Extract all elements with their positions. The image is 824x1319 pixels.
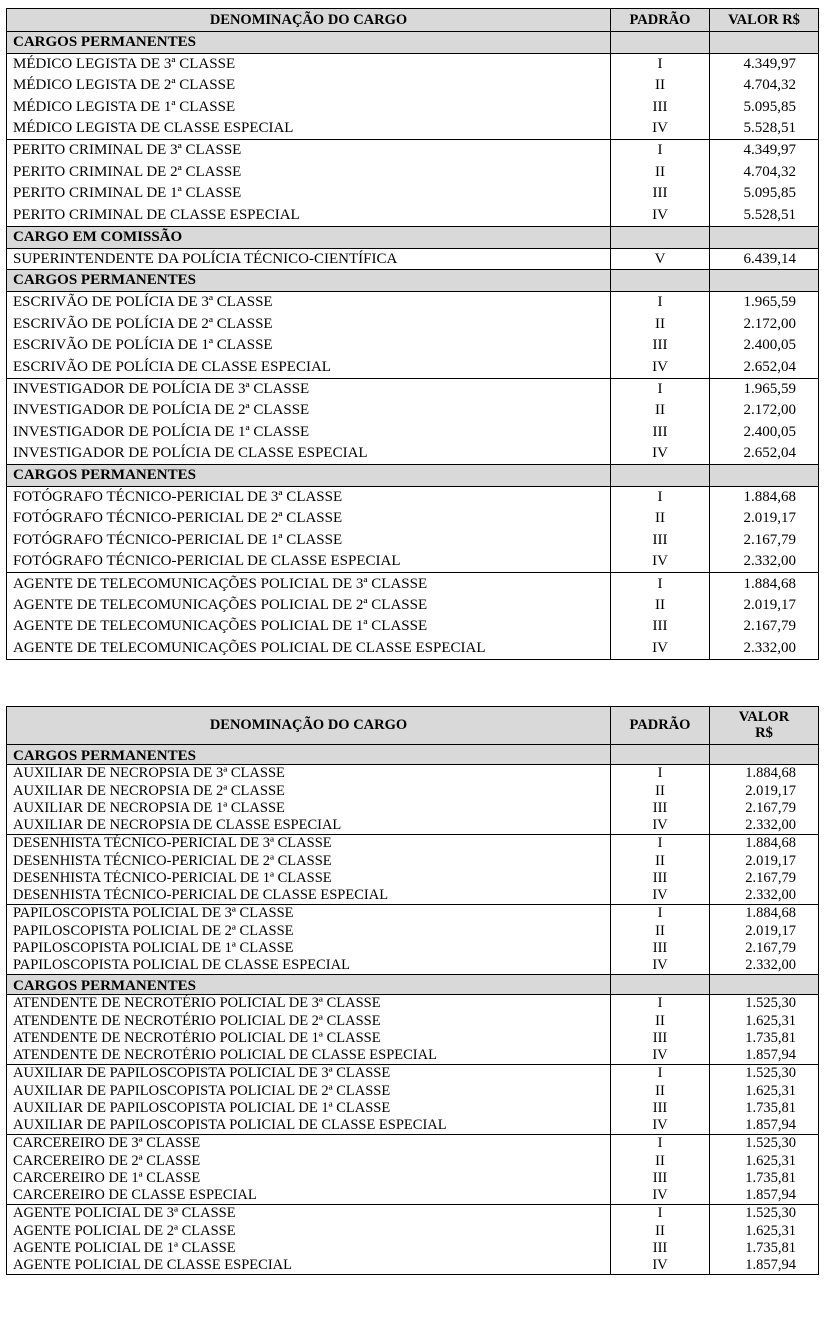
- cargo-cell: FOTÓGRAFO TÉCNICO-PERICIAL DE CLASSE ESPECIAL: [7, 551, 611, 573]
- salary-table-1: [6, 8, 819, 660]
- padrao-cell: IV: [611, 887, 710, 905]
- table-row: [7, 1205, 819, 1223]
- table-row: [7, 1047, 819, 1065]
- valor-cell: 2.332,00: [710, 638, 819, 660]
- padrao-cell: I: [611, 765, 710, 783]
- padrao-cell: IV: [611, 205, 710, 227]
- table-row: [7, 183, 819, 205]
- padrao-cell: IV: [611, 1187, 710, 1205]
- table-body: [7, 32, 819, 660]
- cargo-cell: DESENHISTA TÉCNICO-PERICIAL DE CLASSE ESPECIAL: [7, 887, 611, 905]
- cargo-cell: AGENTE DE TELECOMUNICAÇÕES POLICIAL DE 3ª CLASSE: [7, 573, 611, 595]
- valor-cell: 1.625,31: [710, 1082, 819, 1100]
- cargo-cell: SUPERINTENDENTE DA POLÍCIA TÉCNICO-CIENTÍFICA: [7, 248, 611, 270]
- padrao-cell: I: [611, 487, 710, 509]
- padrao-cell: IV: [611, 638, 710, 660]
- valor-cell: 1.625,31: [710, 1152, 819, 1170]
- cargo-cell: MÉDICO LEGISTA DE 1ª CLASSE: [7, 97, 611, 119]
- padrao-cell: III: [611, 940, 710, 958]
- padrao-cell: IV: [611, 957, 710, 975]
- group-label: CARGOS PERMANENTES: [7, 270, 611, 292]
- cargo-cell: AGENTE POLICIAL DE 3ª CLASSE: [7, 1205, 611, 1223]
- cargo-cell: CARCEREIRO DE 2ª CLASSE: [7, 1152, 611, 1170]
- cargo-cell: CARCEREIRO DE 3ª CLASSE: [7, 1135, 611, 1153]
- padrao-cell: V: [611, 248, 710, 270]
- padrao-cell: III: [611, 421, 710, 443]
- valor-cell: 4.349,97: [710, 140, 819, 162]
- group-row: [7, 745, 819, 765]
- table-row: [7, 335, 819, 357]
- valor-cell: 1.965,59: [710, 292, 819, 314]
- valor-cell: 2.167,79: [710, 870, 819, 888]
- valor-cell: 1.857,94: [710, 1047, 819, 1065]
- table-row: [7, 905, 819, 923]
- cargo-cell: AUXILIAR DE PAPILOSCOPISTA POLICIAL DE 1ª CLASSE: [7, 1100, 611, 1118]
- table-row: [7, 75, 819, 97]
- padrao-cell: III: [611, 1170, 710, 1188]
- table-row: [7, 1117, 819, 1135]
- cargo-cell: INVESTIGADOR DE POLÍCIA DE 1ª CLASSE: [7, 421, 611, 443]
- cargo-cell: ESCRIVÃO DE POLÍCIA DE 2ª CLASSE: [7, 313, 611, 335]
- group-label: CARGOS PERMANENTES: [7, 32, 611, 54]
- valor-cell: 1.965,59: [710, 378, 819, 400]
- cargo-cell: PERITO CRIMINAL DE 2ª CLASSE: [7, 161, 611, 183]
- padrao-cell: III: [611, 97, 710, 119]
- table-row: [7, 1012, 819, 1030]
- cargo-cell: PAPILOSCOPISTA POLICIAL DE CLASSE ESPECIAL: [7, 957, 611, 975]
- cargo-cell: AGENTE DE TELECOMUNICAÇÕES POLICIAL DE 1ª CLASSE: [7, 616, 611, 638]
- valor-cell: 2.400,05: [710, 421, 819, 443]
- valor-cell: 6.439,14: [710, 248, 819, 270]
- table-row: [7, 443, 819, 465]
- cargo-cell: AGENTE DE TELECOMUNICAÇÕES POLICIAL DE 2ª CLASSE: [7, 595, 611, 617]
- table-row: [7, 118, 819, 140]
- table-row: [7, 97, 819, 119]
- group-row: [7, 32, 819, 54]
- table-row: [7, 487, 819, 509]
- table-row: [7, 54, 819, 76]
- valor-cell: 2.172,00: [710, 313, 819, 335]
- padrao-cell: IV: [611, 1117, 710, 1135]
- group-label: CARGOS PERMANENTES: [7, 465, 611, 487]
- header-valor-line2: R$: [755, 724, 773, 741]
- table-row: [7, 248, 819, 270]
- cargo-cell: PAPILOSCOPISTA POLICIAL DE 1ª CLASSE: [7, 940, 611, 958]
- cargo-cell: MÉDICO LEGISTA DE CLASSE ESPECIAL: [7, 118, 611, 140]
- padrao-cell: III: [611, 870, 710, 888]
- cargo-cell: ESCRIVÃO DE POLÍCIA DE 3ª CLASSE: [7, 292, 611, 314]
- padrao-cell: IV: [611, 551, 710, 573]
- padrao-cell: II: [611, 1082, 710, 1100]
- padrao-cell: I: [611, 995, 710, 1013]
- table-body: [7, 745, 819, 1275]
- padrao-cell: I: [611, 835, 710, 853]
- cargo-cell: ATENDENTE DE NECROTÉRIO POLICIAL DE CLASSE ESPECIAL: [7, 1047, 611, 1065]
- group-spacer-cell: [611, 226, 710, 248]
- cargo-cell: AGENTE DE TELECOMUNICAÇÕES POLICIAL DE CLASSE ESPECIAL: [7, 638, 611, 660]
- group-spacer-cell: [710, 270, 819, 292]
- valor-cell: 1.735,81: [710, 1170, 819, 1188]
- padrao-cell: II: [611, 75, 710, 97]
- cargo-cell: ATENDENTE DE NECROTÉRIO POLICIAL DE 3ª CLASSE: [7, 995, 611, 1013]
- valor-cell: 1.525,30: [710, 995, 819, 1013]
- table-row: [7, 400, 819, 422]
- cargo-cell: INVESTIGADOR DE POLÍCIA DE 2ª CLASSE: [7, 400, 611, 422]
- table-row: [7, 1065, 819, 1083]
- table-row: [7, 870, 819, 888]
- valor-cell: 1.884,68: [710, 835, 819, 853]
- group-spacer-cell: [611, 975, 710, 995]
- cargo-cell: PERITO CRIMINAL DE CLASSE ESPECIAL: [7, 205, 611, 227]
- header-valor: VALOR R$: [710, 9, 819, 32]
- cargo-cell: ATENDENTE DE NECROTÉRIO POLICIAL DE 2ª CLASSE: [7, 1012, 611, 1030]
- padrao-cell: II: [611, 922, 710, 940]
- padrao-cell: II: [611, 313, 710, 335]
- padrao-cell: III: [611, 335, 710, 357]
- header-valor: [710, 707, 819, 745]
- cargo-cell: INVESTIGADOR DE POLÍCIA DE 3ª CLASSE: [7, 378, 611, 400]
- group-label: CARGOS PERMANENTES: [7, 745, 611, 765]
- valor-cell: 1.525,30: [710, 1065, 819, 1083]
- valor-cell: 1.884,68: [710, 487, 819, 509]
- table-row: [7, 922, 819, 940]
- table-row: [7, 161, 819, 183]
- padrao-cell: III: [611, 1240, 710, 1258]
- cargo-cell: AGENTE POLICIAL DE 1ª CLASSE: [7, 1240, 611, 1258]
- header-valor-line1: VALOR: [738, 709, 790, 726]
- table-row: [7, 852, 819, 870]
- padrao-cell: I: [611, 54, 710, 76]
- valor-cell: 4.704,32: [710, 75, 819, 97]
- group-spacer-cell: [710, 465, 819, 487]
- valor-cell: 4.349,97: [710, 54, 819, 76]
- table-row: [7, 530, 819, 552]
- valor-cell: 1.857,94: [710, 1117, 819, 1135]
- padrao-cell: II: [611, 400, 710, 422]
- table-row: [7, 957, 819, 975]
- valor-cell: 1.735,81: [710, 1240, 819, 1258]
- group-row: [7, 975, 819, 995]
- cargo-cell: AUXILIAR DE PAPILOSCOPISTA POLICIAL DE CLASSE ESPECIAL: [7, 1117, 611, 1135]
- valor-cell: 2.019,17: [710, 852, 819, 870]
- cargo-cell: PERITO CRIMINAL DE 1ª CLASSE: [7, 183, 611, 205]
- table-row: [7, 421, 819, 443]
- header-cargo: DENOMINAÇÃO DO CARGO: [7, 707, 611, 745]
- table-row: [7, 1240, 819, 1258]
- padrao-cell: II: [611, 1012, 710, 1030]
- group-row: [7, 465, 819, 487]
- cargo-cell: MÉDICO LEGISTA DE 2ª CLASSE: [7, 75, 611, 97]
- padrao-cell: III: [611, 616, 710, 638]
- table-row: [7, 1222, 819, 1240]
- valor-cell: 5.095,85: [710, 183, 819, 205]
- valor-cell: 1.857,94: [710, 1257, 819, 1275]
- valor-cell: 1.625,31: [710, 1222, 819, 1240]
- valor-cell: 2.652,04: [710, 443, 819, 465]
- padrao-cell: IV: [611, 1047, 710, 1065]
- padrao-cell: III: [611, 800, 710, 818]
- group-spacer-cell: [710, 745, 819, 765]
- valor-cell: 2.172,00: [710, 400, 819, 422]
- valor-cell: 1.525,30: [710, 1205, 819, 1223]
- header-padrao: PADRÃO: [611, 707, 710, 745]
- padrao-cell: II: [611, 852, 710, 870]
- padrao-cell: I: [611, 905, 710, 923]
- table-row: [7, 817, 819, 835]
- table-row: [7, 508, 819, 530]
- cargo-cell: AGENTE POLICIAL DE CLASSE ESPECIAL: [7, 1257, 611, 1275]
- table-header-row: [7, 707, 819, 745]
- padrao-cell: I: [611, 140, 710, 162]
- table-row: [7, 205, 819, 227]
- padrao-cell: IV: [611, 118, 710, 140]
- table-row: [7, 638, 819, 660]
- padrao-cell: I: [611, 378, 710, 400]
- table-row: [7, 995, 819, 1013]
- valor-cell: 5.528,51: [710, 205, 819, 227]
- padrao-cell: I: [611, 292, 710, 314]
- cargo-cell: PAPILOSCOPISTA POLICIAL DE 2ª CLASSE: [7, 922, 611, 940]
- table-row: [7, 800, 819, 818]
- table-row: [7, 616, 819, 638]
- cargo-cell: DESENHISTA TÉCNICO-PERICIAL DE 2ª CLASSE: [7, 852, 611, 870]
- cargo-cell: CARCEREIRO DE 1ª CLASSE: [7, 1170, 611, 1188]
- table-row: [7, 1170, 819, 1188]
- table-row: [7, 782, 819, 800]
- padrao-cell: IV: [611, 1257, 710, 1275]
- group-spacer-cell: [611, 32, 710, 54]
- padrao-cell: II: [611, 1152, 710, 1170]
- valor-cell: 2.167,79: [710, 530, 819, 552]
- group-spacer-cell: [611, 465, 710, 487]
- group-spacer-cell: [611, 270, 710, 292]
- table-row: [7, 292, 819, 314]
- cargo-cell: AGENTE POLICIAL DE 2ª CLASSE: [7, 1222, 611, 1240]
- cargo-cell: INVESTIGADOR DE POLÍCIA DE CLASSE ESPECIAL: [7, 443, 611, 465]
- padrao-cell: I: [611, 1205, 710, 1223]
- padrao-cell: II: [611, 161, 710, 183]
- valor-cell: 2.019,17: [710, 508, 819, 530]
- valor-cell: 1.735,81: [710, 1100, 819, 1118]
- table-row: [7, 887, 819, 905]
- valor-cell: 2.400,05: [710, 335, 819, 357]
- cargo-cell: FOTÓGRAFO TÉCNICO-PERICIAL DE 2ª CLASSE: [7, 508, 611, 530]
- padrao-cell: II: [611, 595, 710, 617]
- padrao-cell: III: [611, 1030, 710, 1048]
- valor-cell: 2.167,79: [710, 800, 819, 818]
- table-row: [7, 1082, 819, 1100]
- valor-cell: 2.167,79: [710, 940, 819, 958]
- cargo-cell: ESCRIVÃO DE POLÍCIA DE 1ª CLASSE: [7, 335, 611, 357]
- cargo-cell: AUXILIAR DE PAPILOSCOPISTA POLICIAL DE 2ª CLASSE: [7, 1082, 611, 1100]
- group-row: [7, 226, 819, 248]
- valor-cell: 1.857,94: [710, 1187, 819, 1205]
- group-spacer-cell: [710, 975, 819, 995]
- valor-cell: 1.884,68: [710, 765, 819, 783]
- cargo-cell: MÉDICO LEGISTA DE 3ª CLASSE: [7, 54, 611, 76]
- group-spacer-cell: [710, 32, 819, 54]
- valor-cell: 1.884,68: [710, 905, 819, 923]
- cargo-cell: PAPILOSCOPISTA POLICIAL DE 3ª CLASSE: [7, 905, 611, 923]
- cargo-cell: DESENHISTA TÉCNICO-PERICIAL DE 3ª CLASSE: [7, 835, 611, 853]
- valor-cell: 2.332,00: [710, 817, 819, 835]
- table-row: [7, 357, 819, 379]
- valor-cell: 1.884,68: [710, 573, 819, 595]
- valor-cell: 1.735,81: [710, 1030, 819, 1048]
- valor-cell: 2.332,00: [710, 887, 819, 905]
- cargo-cell: AUXILIAR DE NECROPSIA DE 1ª CLASSE: [7, 800, 611, 818]
- valor-cell: 5.095,85: [710, 97, 819, 119]
- table-row: [7, 1187, 819, 1205]
- table-row: [7, 140, 819, 162]
- table-row: [7, 940, 819, 958]
- table-row: [7, 313, 819, 335]
- valor-cell: 1.625,31: [710, 1012, 819, 1030]
- group-spacer-cell: [611, 745, 710, 765]
- padrao-cell: III: [611, 530, 710, 552]
- table-row: [7, 765, 819, 783]
- padrao-cell: II: [611, 508, 710, 530]
- valor-cell: 1.525,30: [710, 1135, 819, 1153]
- cargo-cell: ESCRIVÃO DE POLÍCIA DE CLASSE ESPECIAL: [7, 357, 611, 379]
- table-row: [7, 1030, 819, 1048]
- padrao-cell: III: [611, 183, 710, 205]
- salary-table-2: [6, 706, 819, 1275]
- padrao-cell: I: [611, 1065, 710, 1083]
- table-row: [7, 595, 819, 617]
- padrao-cell: II: [611, 782, 710, 800]
- cargo-cell: PERITO CRIMINAL DE 3ª CLASSE: [7, 140, 611, 162]
- valor-cell: 2.019,17: [710, 595, 819, 617]
- table-row: [7, 378, 819, 400]
- valor-cell: 2.019,17: [710, 782, 819, 800]
- cargo-cell: DESENHISTA TÉCNICO-PERICIAL DE 1ª CLASSE: [7, 870, 611, 888]
- header-padrao: PADRÃO: [611, 9, 710, 32]
- table-header-row: [7, 9, 819, 32]
- padrao-cell: I: [611, 1135, 710, 1153]
- padrao-cell: III: [611, 1100, 710, 1118]
- group-row: [7, 270, 819, 292]
- valor-cell: 5.528,51: [710, 118, 819, 140]
- group-label: CARGO EM COMISSÃO: [7, 226, 611, 248]
- header-cargo: DENOMINAÇÃO DO CARGO: [7, 9, 611, 32]
- valor-cell: 2.652,04: [710, 357, 819, 379]
- cargo-cell: AUXILIAR DE NECROPSIA DE 3ª CLASSE: [7, 765, 611, 783]
- table-row: [7, 1100, 819, 1118]
- valor-cell: 4.704,32: [710, 161, 819, 183]
- padrao-cell: IV: [611, 817, 710, 835]
- group-label: CARGOS PERMANENTES: [7, 975, 611, 995]
- cargo-cell: CARCEREIRO DE CLASSE ESPECIAL: [7, 1187, 611, 1205]
- padrao-cell: IV: [611, 443, 710, 465]
- valor-cell: 2.332,00: [710, 957, 819, 975]
- cargo-cell: AUXILIAR DE NECROPSIA DE CLASSE ESPECIAL: [7, 817, 611, 835]
- table-row: [7, 551, 819, 573]
- group-spacer-cell: [710, 226, 819, 248]
- table-row: [7, 1257, 819, 1275]
- padrao-cell: I: [611, 573, 710, 595]
- cargo-cell: ATENDENTE DE NECROTÉRIO POLICIAL DE 1ª CLASSE: [7, 1030, 611, 1048]
- table-row: [7, 1152, 819, 1170]
- cargo-cell: AUXILIAR DE PAPILOSCOPISTA POLICIAL DE 3ª CLASSE: [7, 1065, 611, 1083]
- cargo-cell: FOTÓGRAFO TÉCNICO-PERICIAL DE 1ª CLASSE: [7, 530, 611, 552]
- valor-cell: 2.332,00: [710, 551, 819, 573]
- valor-cell: 2.167,79: [710, 616, 819, 638]
- table-row: [7, 573, 819, 595]
- table-row: [7, 1135, 819, 1153]
- valor-cell: 2.019,17: [710, 922, 819, 940]
- cargo-cell: AUXILIAR DE NECROPSIA DE 2ª CLASSE: [7, 782, 611, 800]
- cargo-cell: FOTÓGRAFO TÉCNICO-PERICIAL DE 3ª CLASSE: [7, 487, 611, 509]
- table-row: [7, 835, 819, 853]
- padrao-cell: IV: [611, 357, 710, 379]
- padrao-cell: II: [611, 1222, 710, 1240]
